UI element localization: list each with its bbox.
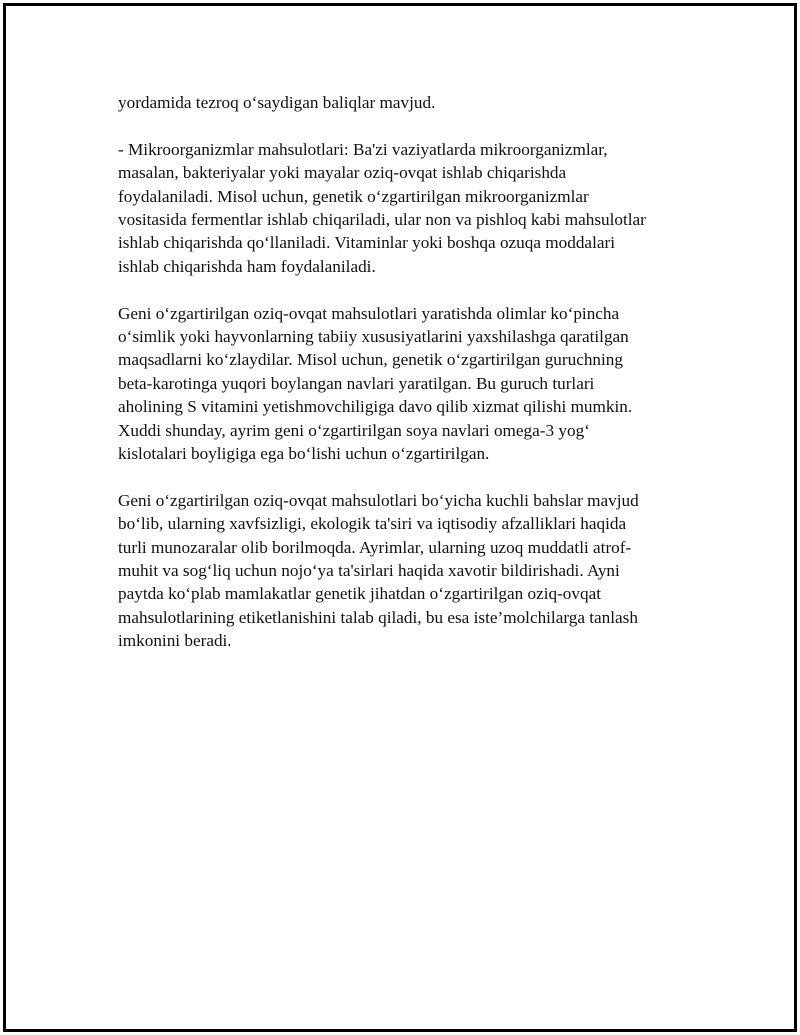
text-line: mahsulotlarining etiketlanishini talab qiladi, bu esa iste’molchilarga tanlash	[118, 607, 638, 627]
text-line: maqsadlarni ko‘zlaydilar. Misol uchun, genetik o‘zgartirilgan guruchning	[118, 350, 623, 370]
text-line: Geni o‘zgartirilgan oziq-ovqat mahsulotlari yaratishda olimlar ko‘pincha	[118, 303, 620, 323]
paragraph-3	[118, 302, 693, 466]
text-line: muhit va sog‘liq uchun nojo‘ya ta'sirlari haqida xavotir bildirishadi. Ayni	[118, 561, 620, 581]
text-line: ishlab chiqarishda ham foydalaniladi.	[118, 256, 376, 276]
text-line: vositasida fermentlar ishlab chiqariladi, ular non va pishloq kabi mahsulotlar	[118, 210, 646, 230]
document-body	[118, 91, 693, 676]
text-line: foydalaniladi. Misol uchun, genetik o‘zgartirilgan mikroorganizmlar	[118, 186, 589, 206]
text-line: Xuddi shunday, ayrim geni o‘zgartirilgan soya navlari omega-3 yog‘	[118, 420, 590, 440]
paragraph-4	[118, 489, 693, 653]
text-line: Geni o‘zgartirilgan oziq-ovqat mahsulotlari bo‘yicha kuchli bahslar mavjud	[118, 490, 639, 510]
text-line: kislotalari boyligiga ega bo‘lishi uchun o‘zgartirilgan.	[118, 444, 490, 464]
paragraph-1	[118, 91, 693, 114]
text-line: yordamida tezroq o‘saydigan baliqlar mavjud.	[118, 93, 436, 112]
text-line: turli munozaralar olib borilmoqda. Ayrimlar, ularning uzoq muddatli atrof-	[118, 537, 632, 557]
text-line: beta-karotinga yuqori boylangan navlari yaratilgan. Bu guruch turlari	[118, 373, 595, 393]
text-line: - Mikroorganizmlar mahsulotlari: Ba'zi vaziyatlarda mikroorganizmlar,	[118, 139, 608, 159]
text-line: imkonini beradi.	[118, 631, 232, 651]
text-line: paytda ko‘plab mamlakatlar genetik jihatdan o‘zgartirilgan oziq-ovqat	[118, 584, 601, 604]
text-line: ishlab chiqarishda qo‘llaniladi. Vitaminlar yoki boshqa ozuqa moddalari	[118, 233, 615, 253]
paragraph-2	[118, 138, 693, 278]
text-line: aholining S vitamini yetishmovchiligiga davo qilib xizmat qilishi mumkin.	[118, 397, 633, 417]
text-line: masalan, bakteriyalar yoki mayalar oziq-ovqat ishlab chiqarishda	[118, 163, 567, 183]
text-line: bo‘lib, ularning xavfsizligi, ekologik ta'siri va iqtisodiy afzalliklari haqida	[118, 514, 627, 534]
text-line: o‘simlik yoki hayvonlarning tabiiy xususiyatlarini yaxshilashga qaratilgan	[118, 327, 629, 347]
